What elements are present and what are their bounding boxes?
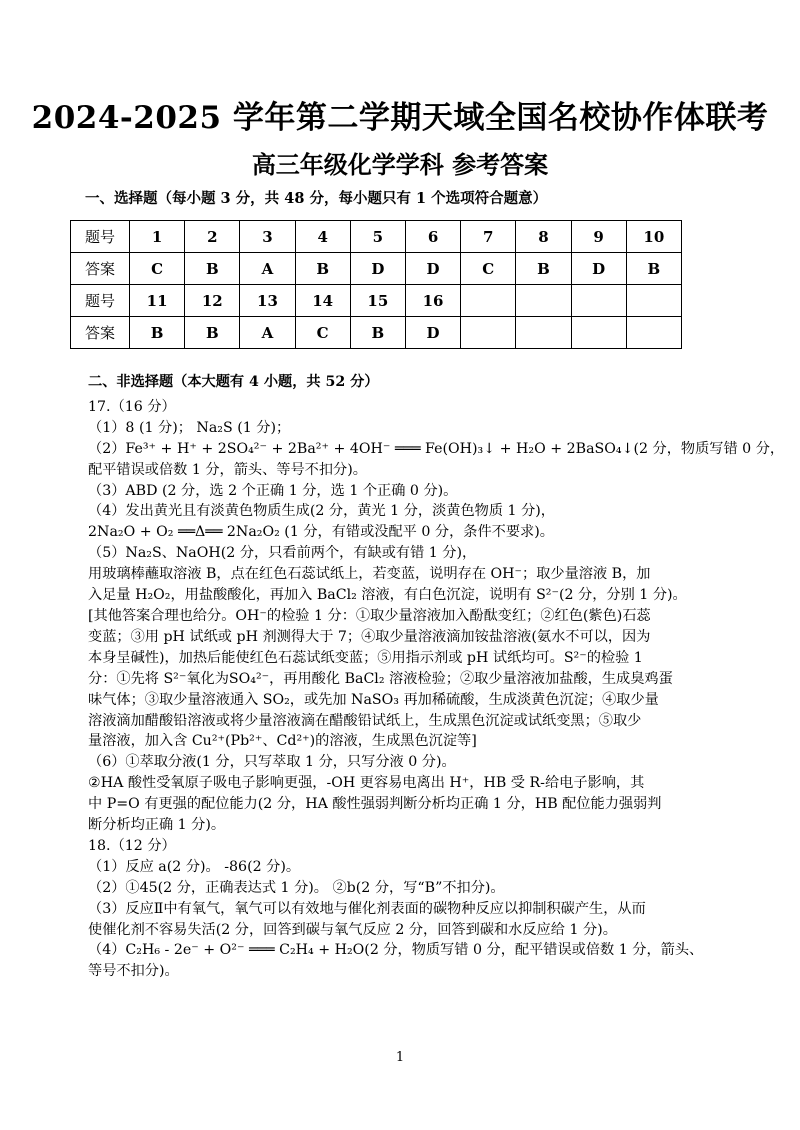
answer-line: 分：①先将 S²⁻氧化为SO₄²⁻，再用酸化 BaCl₂ 溶液检验；②取少量溶液加盐酸，生成臭鸡蛋 <box>88 670 673 687</box>
answer-line: （2）①45(2 分，正确表达式 1 分)。 ②b(2 分，写“B”不扣分)。 <box>88 879 505 896</box>
table-cell: A <box>240 317 295 349</box>
answer-line: 本身呈碱性)，加热后能使红色石蕊试纸变蓝；⑤用指示剂或 pH 试纸均可。S²⁻的检验 1 <box>88 649 643 666</box>
table-cell <box>516 317 571 349</box>
table-cell <box>571 317 626 349</box>
table-row <box>71 221 682 253</box>
table-cell <box>461 285 516 317</box>
answer-line: 17.（16 分） <box>88 398 176 415</box>
table-cell: D <box>571 253 626 285</box>
table-cell: 3 <box>240 221 295 253</box>
table-cell: 8 <box>516 221 571 253</box>
table-cell: A <box>240 253 295 285</box>
table-cell: 1 <box>130 221 185 253</box>
answer-line: 等号不扣分)。 <box>88 963 179 980</box>
answer-line: （1）反应 a(2 分)。 -86(2 分)。 <box>88 858 301 875</box>
answer-line: 断分析均正确 1 分)。 <box>88 817 226 834</box>
answer-line: 味气体；③取少量溶液通入 SO₂，或先加 NaSO₃ 再加稀硫酸，生成淡黄色沉淀；④取少量 <box>88 691 659 708</box>
page-number: 1 <box>395 1050 405 1065</box>
table-cell: B <box>185 253 240 285</box>
table-row-header: 答案 <box>71 253 130 285</box>
table-cell <box>461 317 516 349</box>
page-subtitle: 高三年级化学学科 参考答案 <box>251 150 549 179</box>
table-cell: B <box>516 253 571 285</box>
table-cell: 4 <box>295 221 350 253</box>
table-cell <box>571 285 626 317</box>
answer-line: （6）①萃取分液(1 分，只写萃取 1 分，只写分液 0 分)。 <box>88 754 456 771</box>
table-row <box>71 253 682 285</box>
answer-line: （4）C₂H₆ - 2e⁻ + O²⁻ ═══ C₂H₄ + H₂O(2 分，物质写错 0 分，配平错误或倍数 1 分，箭头、 <box>88 942 704 959</box>
answer-line: （2）Fe³⁺ + H⁺ + 2SO₄²⁻ + 2Ba²⁺ + 4OH⁻ ═══ Fe(OH)₃↓ + H₂O + 2BaSO₄↓(2 分，物质写错 0 分， <box>88 440 785 457</box>
table-cell: 16 <box>405 285 460 317</box>
table-cell: 2 <box>185 221 240 253</box>
table-cell <box>626 285 681 317</box>
section2-content <box>88 372 785 982</box>
table-row-header: 答案 <box>71 317 130 349</box>
answer-line: 18.（12 分） <box>88 837 176 854</box>
table-cell: 9 <box>571 221 626 253</box>
table-cell <box>516 285 571 317</box>
answer-line: 溶液滴加醋酸铅溶液或将少量溶液滴在醋酸铅试纸上，生成黑色沉淀或试纸变黑；⑤取少 <box>88 712 642 729</box>
table-row <box>71 285 682 317</box>
answer-line: （4）发出黄光且有淡黄色物质生成(2 分，黄光 1 分，淡黄色物质 1 分)， <box>88 503 555 520</box>
answer-line: 入足量 H₂O₂，用盐酸酸化，再加入 BaCl₂ 溶液，有白色沉淀，说明有 S²⁻(2 分，分别 1 分)。 <box>88 587 687 604</box>
answer-line: （3）ABD (2 分，选 2 个正确 1 分，选 1 个正确 0 分)。 <box>88 482 458 499</box>
table-cell: D <box>405 317 460 349</box>
table-cell: B <box>350 317 405 349</box>
answer-line: 使催化剂不容易失活(2 分，回答到碳与氧气反应 2 分，回答到碳和水反应给 1 分)。 <box>88 921 617 938</box>
table-cell: D <box>405 253 460 285</box>
answer-line: （5）Na₂S、NaOH(2 分，只看前两个，有缺或有错 1 分)， <box>88 545 477 562</box>
table-cell: B <box>185 317 240 349</box>
table-cell: 5 <box>350 221 405 253</box>
table-cell: 11 <box>130 285 185 317</box>
answer-line: 中 P=O 有更强的配位能力(2 分，HA 酸性强弱判断分析均正确 1 分，HB 配位能力强弱判 <box>88 796 662 813</box>
answer-line: 变蓝；③用 pH 试纸或 pH 剂测得大于 7；④取少量溶液滴加铵盐溶液(氨水不可以，因为 <box>88 628 651 645</box>
table-row-header: 题号 <box>71 221 130 253</box>
table-row <box>71 317 682 349</box>
answer-line: ②HA 酸性受氧原子吸电子影响更强，-OH 更容易电离出 H⁺，HB 受 R-给电子影响，其 <box>88 775 645 792</box>
answer-line: 量溶液，加入含 Cu²⁺(Pb²⁺、Cd²⁺)的溶液，生成黑色沉淀等] <box>88 733 477 750</box>
answer-line: （1）8 (1 分)； Na₂S (1 分)； <box>88 419 291 436</box>
table-cell: B <box>295 253 350 285</box>
table-cell: B <box>626 253 681 285</box>
table-cell: C <box>295 317 350 349</box>
table-cell: 10 <box>626 221 681 253</box>
table-cell: 15 <box>350 285 405 317</box>
table-cell: 13 <box>240 285 295 317</box>
table-row-header: 题号 <box>71 285 130 317</box>
table-cell: B <box>130 317 185 349</box>
table-cell: D <box>350 253 405 285</box>
table-cell <box>626 317 681 349</box>
answer-table <box>70 220 682 349</box>
table-cell: 14 <box>295 285 350 317</box>
table-cell: C <box>130 253 185 285</box>
table-cell: 7 <box>461 221 516 253</box>
answer-line: 配平错误或倍数 1 分，箭头、等号不扣分)。 <box>88 461 367 478</box>
table-cell: 6 <box>405 221 460 253</box>
answer-line: 用玻璃棒蘸取溶液 B，点在红色石蕊试纸上，若变蓝，说明存在 OH⁻；取少量溶液 B，加 <box>88 566 651 583</box>
section2-heading: 二、非选择题（本大题有 4 小题，共 52 分） <box>88 374 379 390</box>
page-title: 2024-2025 学年第二学期天域全国名校协作体联考 <box>31 100 769 136</box>
table-cell: 12 <box>185 285 240 317</box>
section1-heading: 一、选择题（每小题 3 分，共 48 分，每小题只有 1 个选项符合题意） <box>85 190 548 207</box>
answer-line: 2Na₂O + O₂ ══Δ══ 2Na₂O₂ (1 分，有错或没配平 0 分，条件不要求)。 <box>88 524 554 541</box>
answer-line: （3）反应Ⅱ中有氧气，氧气可以有效地与催化剂表面的碳物种反应以抑制积碳产生，从而 <box>88 900 646 917</box>
table-cell: C <box>461 253 516 285</box>
answer-line: [其他答案合理也给分。OH⁻的检验 1 分：①取少量溶液加入酚酞变红；②红色(紫色)石蕊 <box>88 607 651 624</box>
